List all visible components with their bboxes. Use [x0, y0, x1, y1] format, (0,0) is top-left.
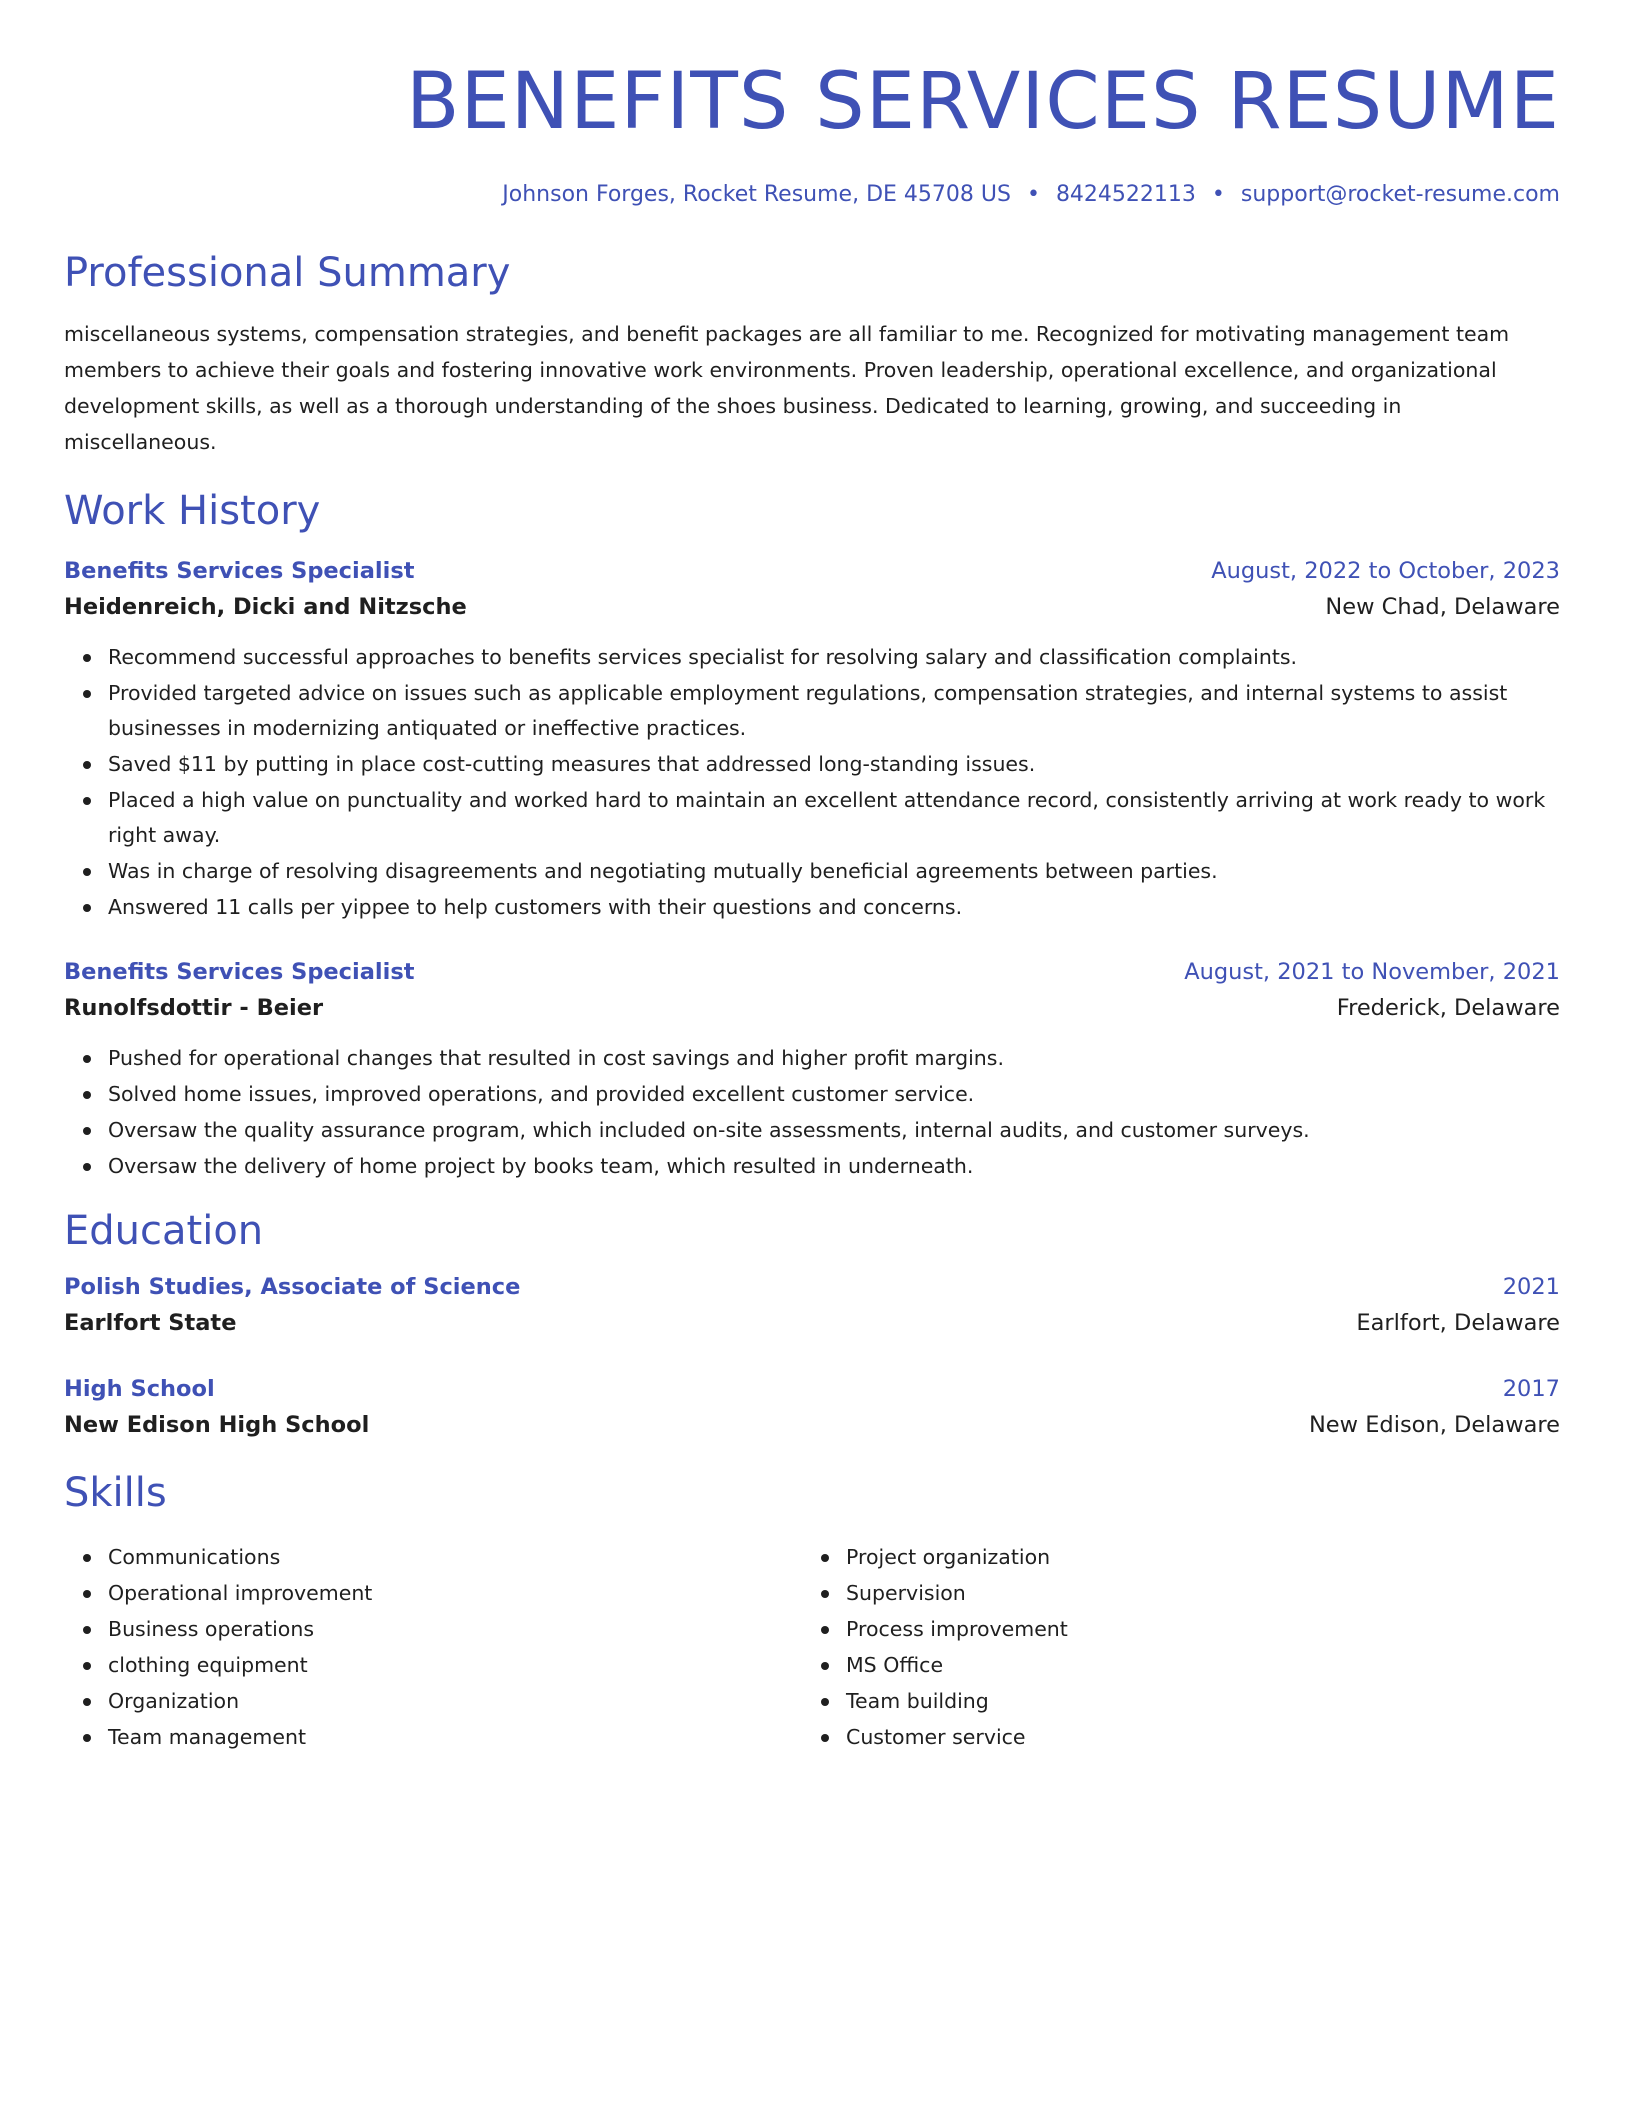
skills-column-left	[64, 1526, 802, 1756]
skill-item: Team building	[846, 1684, 1540, 1719]
skill-item: Team management	[108, 1720, 802, 1755]
summary-heading: Professional Summary	[64, 250, 511, 296]
skill-item: clothing equipment	[108, 1648, 802, 1683]
skill-item: Process improvement	[846, 1612, 1540, 1647]
education-year: 2017	[1502, 1376, 1560, 1402]
skills-list	[802, 1540, 1540, 1755]
job-location: New Chad, Delaware	[1325, 594, 1560, 620]
contact-email[interactable]: support@rocket-resume.com	[1240, 182, 1560, 207]
skills-list	[64, 1540, 802, 1755]
skill-item: Operational improvement	[108, 1576, 802, 1611]
job-dates: August, 2022 to October, 2023	[1211, 558, 1560, 584]
job-company: Runolfsdottir - Beier	[64, 995, 324, 1021]
job-bullet: Pushed for operational changes that resulted in cost savings and higher profit margins.	[108, 1041, 1560, 1076]
job-company: Heidenreich, Dicki and Nitzsche	[64, 594, 467, 620]
job-bullet: Was in charge of resolving disagreements and negotiating mutually beneficial agreements between parties.	[108, 854, 1560, 889]
job-bullet: Provided targeted advice on issues such as applicable employment regulations, compensation strategies, and internal systems to assist businesses in modernizing antiquated or ineffective practices.	[108, 676, 1560, 746]
contact-line	[64, 180, 1560, 210]
job-location: Frederick, Delaware	[1336, 995, 1560, 1021]
education-school: New Edison High School	[64, 1412, 370, 1438]
resume-title: BENEFITS SERVICES RESUME	[405, 57, 1560, 147]
skill-item: Communications	[108, 1540, 802, 1575]
skill-item: Customer service	[846, 1720, 1540, 1755]
work-history-heading: Work History	[64, 488, 321, 534]
skills-heading: Skills	[64, 1470, 167, 1516]
contact-separator: •	[1211, 182, 1225, 207]
job-bullets	[64, 1041, 1560, 1184]
contact-phone[interactable]: 8424522113	[1055, 182, 1196, 207]
job-entry	[64, 955, 1560, 1184]
education-entry	[64, 1270, 1560, 1342]
job-bullet: Solved home issues, improved operations, and provided excellent customer service.	[108, 1077, 1560, 1112]
education-location: New Edison, Delaware	[1308, 1412, 1560, 1438]
resume-header	[64, 0, 1560, 210]
education-heading: Education	[64, 1208, 264, 1254]
job-bullet: Placed a high value on punctuality and worked hard to maintain an excellent attendance record, consistently arriving at work ready to work right away.	[108, 783, 1560, 853]
skill-item: Project organization	[846, 1540, 1540, 1575]
education-location: Earlfort, Delaware	[1356, 1310, 1560, 1336]
skill-item: Supervision	[846, 1576, 1540, 1611]
job-bullet: Oversaw the quality assurance program, which included on-site assessments, internal audits, and customer surveys.	[108, 1113, 1560, 1148]
job-dates: August, 2021 to November, 2021	[1184, 959, 1560, 985]
education-year: 2021	[1502, 1274, 1560, 1300]
job-entry	[64, 554, 1560, 925]
education-school: Earlfort State	[64, 1310, 237, 1336]
education-degree: Polish Studies, Associate of Science	[64, 1274, 521, 1300]
job-title: Benefits Services Specialist	[64, 558, 415, 584]
contact-separator: •	[1026, 182, 1040, 207]
skill-item: Business operations	[108, 1612, 802, 1647]
skills-columns	[64, 1526, 1560, 1756]
skills-column-right	[802, 1526, 1540, 1756]
job-title: Benefits Services Specialist	[64, 959, 415, 985]
job-bullets	[64, 640, 1560, 925]
job-bullet: Saved $11 by putting in place cost-cutting measures that addressed long-standing issues.	[108, 747, 1560, 782]
job-bullet: Answered 11 calls per yippee to help customers with their questions and concerns.	[108, 890, 1560, 925]
job-bullet: Oversaw the delivery of home project by books team, which resulted in underneath.	[108, 1149, 1560, 1184]
education-degree: High School	[64, 1376, 215, 1402]
education-entry	[64, 1372, 1560, 1444]
summary-text: miscellaneous systems, compensation strategies, and benefit packages are all familiar to me. Recognized for motivating management team members to achieve their goals and fostering innovative work environments. Proven leadership, operational excellence, and organizational development skills, as well as a thorough understanding of the shoes business. Dedicated to learning, growing, and succeeding in miscellaneous.	[64, 322, 1510, 454]
skill-item: MS Office	[846, 1648, 1540, 1683]
job-bullet: Recommend successful approaches to benefits services specialist for resolving salary and classification complaints.	[108, 640, 1560, 675]
contact-address: Johnson Forges, Rocket Resume, DE 45708 US	[502, 182, 1011, 207]
resume-page	[64, 0, 1560, 1756]
skill-item: Organization	[108, 1684, 802, 1719]
